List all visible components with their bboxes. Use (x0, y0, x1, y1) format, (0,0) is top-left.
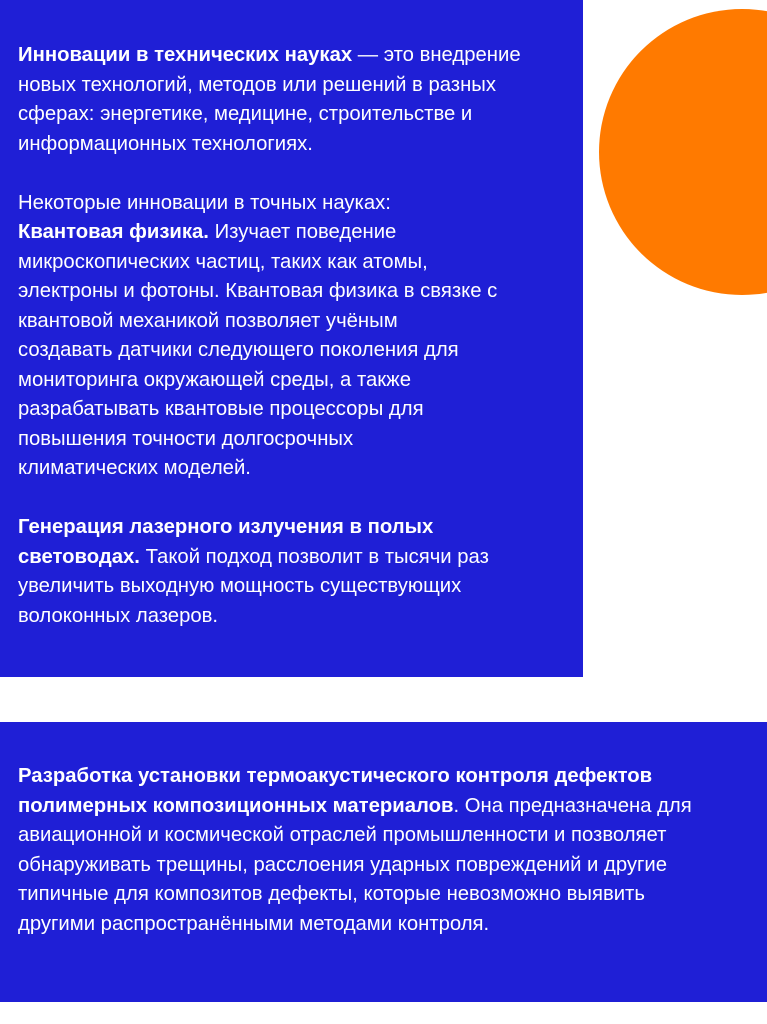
paragraph-tech-innovations (18, 41, 583, 159)
thermoacoustic-heading: Разработка установки термоакустического контроля дефектов полимерных композиционных материалов (18, 765, 653, 817)
quantum-physics-heading: Квантовая физика. (18, 221, 209, 243)
paragraph-laser-generation (18, 513, 583, 631)
paragraph-exact-sciences-intro: Некоторые инновации в точных науках: (18, 191, 391, 214)
tech-innovations-heading: Инновации в технических науках (18, 44, 353, 66)
orange-circle-decoration (599, 9, 767, 295)
thermoacoustic-text: . Она предназначена для авиационной и космической отраслей промышленности и позволяет обнаруживать трещины, расслоения ударных повреждений и другие типичные для композитов дефекты, которые невозможно выявить другими распространёнными методами контроля. (18, 794, 692, 935)
paragraph-thermoacoustic-control (18, 762, 767, 939)
tech-innovations-text: — это внедрение новых технологий, методов или решений в разных сферах: энергетике, медицине, строительстве и информационных технологиях. (18, 44, 521, 155)
paragraph-quantum-physics (18, 218, 583, 484)
laser-generation-heading: Генерация лазерного излучения в полых световодах. (18, 516, 434, 568)
laser-generation-text: Такой подход позволит в тысячи раз увеличить выходную мощность существующих волоконных лазеров. (18, 545, 489, 627)
quantum-physics-text: Изучает поведение микроскопических частиц, таких как атомы, электроны и фотоны. Квантовая физика в связке с квантовой механикой позволяет учёным создавать датчики следующего поколения для мониторинга окружающей среды, а также разрабатывать квантовые процессоры для повышения точности долгосрочных климатических моделей. (18, 221, 498, 479)
bottom-text-panel (0, 722, 767, 1002)
